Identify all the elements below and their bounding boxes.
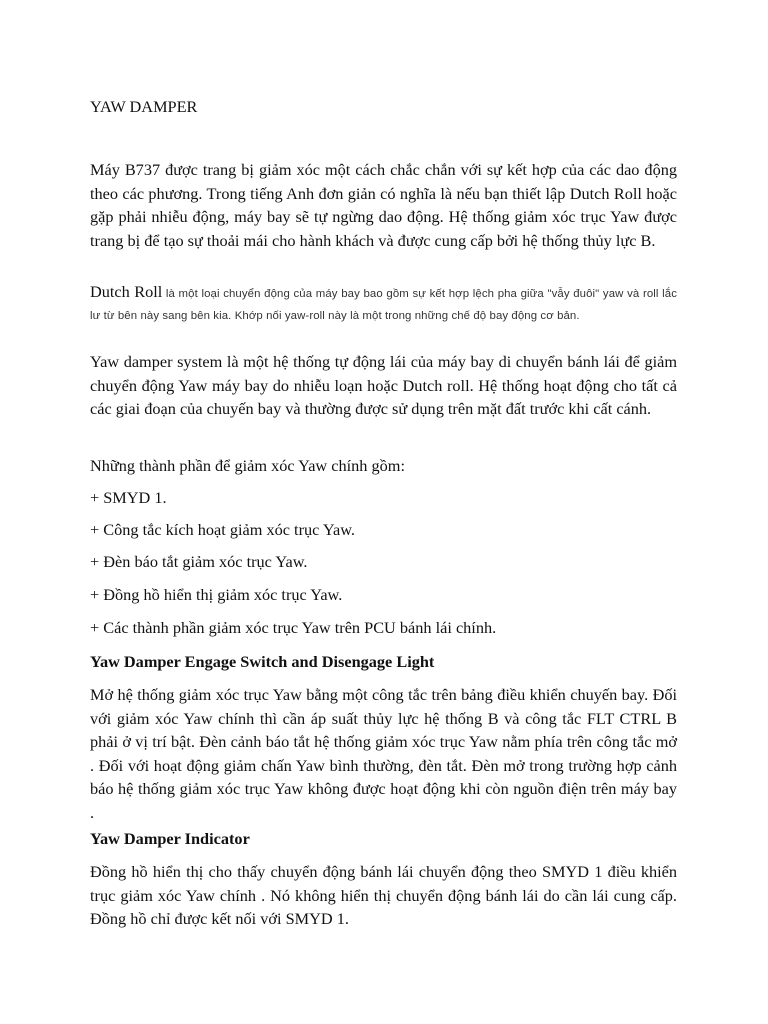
list-item: + Đồng hồ hiển thị giảm xóc trục Yaw. [90, 585, 343, 604]
engage-switch-paragraph: Mở hệ thống giảm xóc trục Yaw bằng một công tắc trên bảng điều khiển chuyến bay. Đối với giảm xóc Yaw chính thì cần áp suất thủy lực hệ thống B và công tắc FLT CTRL B phải ở vị trí bật. Đèn cảnh báo tắt hệ thống giảm xóc trục Yaw nằm phía trên công tắc mở . Đối với hoạt động giảm chấn Yaw bình thường, đèn tắt. Đèn mở trong trường hợp cảnh báo hệ thống giảm xóc trục Yaw không được hoạt động khi còn nguồn điện trên máy bay . [90, 685, 677, 822]
intro-paragraph: Máy B737 được trang bị giảm xóc một cách chắc chắn với sự kết hợp của các dao động theo các phương. Trong tiếng Anh đơn giản có nghĩa là nếu bạn thiết lập Dutch Roll hoặc gặp phải nhiễu động, máy bay sẽ tự ngừng dao động. Hệ thống giảm xóc trục Yaw được trang bị để tạo sự thoải mái cho hành khách và được cung cấp bởi hệ thống thủy lực B. [90, 160, 677, 250]
list-item: + Các thành phần giảm xóc trục Yaw trên PCU bánh lái chính. [90, 618, 497, 637]
components-intro: Những thành phần để giảm xóc Yaw chính gồm: [90, 456, 405, 475]
list-item: + Đèn báo tắt giảm xóc trục Yaw. [90, 552, 308, 571]
engage-switch-heading: Yaw Damper Engage Switch and Disengage Light [90, 652, 435, 671]
indicator-paragraph: Đồng hồ hiển thị cho thấy chuyển động bánh lái chuyển động theo SMYD 1 điều khiển trục giảm xóc Yaw chính . Nó không hiển thị chuyển động bánh lái do cần lái cung cấp. Đồng hồ chỉ được kết nối với SMYD 1. [90, 862, 677, 928]
list-item: + Công tắc kích hoạt giảm xóc trục Yaw. [90, 520, 355, 539]
dutch-roll-term: Dutch Roll [90, 282, 163, 301]
list-item: + SMYD 1. [90, 488, 167, 507]
document-title: YAW DAMPER [90, 97, 198, 116]
system-paragraph: Yaw damper system là một hệ thống tự động lái của máy bay di chuyển bánh lái để giảm chuyển động Yaw máy bay do nhiễu loạn hoặc Dutch roll. Hệ thống hoạt động cho tất cả các giai đoạn của chuyến bay và thường được sử dụng trên mặt đất trước khi cất cánh. [90, 352, 677, 418]
dutch-roll-paragraph [90, 282, 677, 326]
indicator-heading: Yaw Damper Indicator [90, 829, 250, 848]
dutch-roll-definition: là một loại chuyển động của máy bay bao gồm sự kết hợp lệch pha giữa "vẫy đuôi" yaw và roll lắc lư từ bên này sang bên kia. Khớp nối yaw-roll này là một trong những chế độ bay động cơ bản. [90, 288, 678, 322]
